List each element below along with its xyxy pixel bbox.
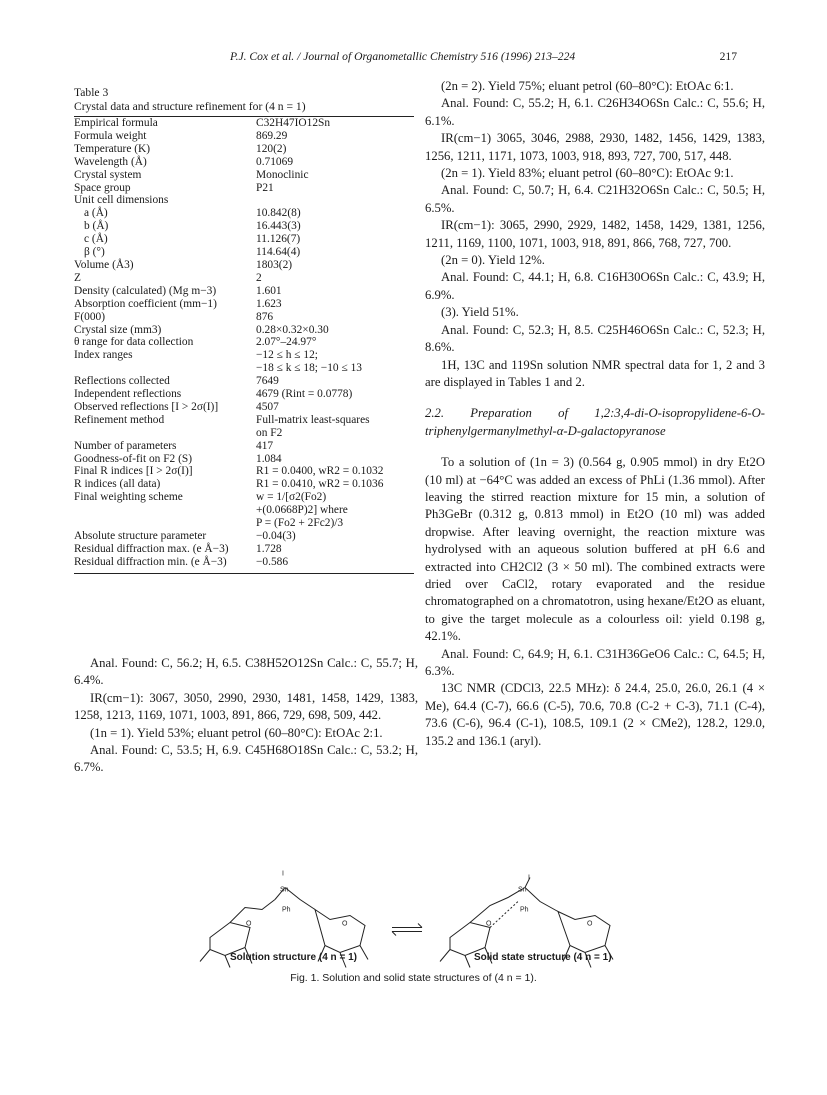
tin-atom-left: Sn [280, 886, 289, 894]
table-3 [74, 86, 414, 574]
ring-oxygen-label: O [342, 920, 348, 928]
figure-caption: Fig. 1. Solution and solid state structures of (4 n = 1). [290, 972, 537, 984]
table-row [74, 427, 414, 440]
table-row [74, 311, 414, 324]
analysis-paragraph: Anal. Found: C, 44.1; H, 6.8. C16H30O6Sn Calc.: C, 43.9; H, 6.9%. [425, 270, 765, 302]
analysis-paragraph: Anal. Found: C, 64.9; H, 6.1. C31H36GeO6 Calc.: C, 64.5; H, 6.3%. [425, 646, 765, 678]
table-row [74, 543, 414, 556]
ir-paragraph: IR(cm−1): 3067, 3050, 2990, 2930, 1481, 1458, 1429, 1383, 1258, 1213, 1169, 1071, 1003, 891, 866, 729, 698, 509, 442. [74, 690, 418, 723]
property-name: Density (calculated) (Mg m−3) [74, 284, 217, 297]
property-value: 7649 [256, 375, 279, 388]
iodine-atom-left: I [282, 870, 284, 878]
table-row [74, 556, 414, 569]
yield-paragraph: (2n = 1). Yield 83%; eluant petrol (60–80°C): EtOAc 9:1. [441, 166, 734, 181]
property-name: Crystal system [74, 168, 142, 181]
property-name: c (Å) [84, 233, 108, 246]
yield-paragraph: (1n = 1). Yield 53%; eluant petrol (60–80°C): EtOAc 2:1. [90, 725, 383, 740]
analysis-paragraph: Anal. Found: C, 53.5; H, 6.9. C45H68O18Sn Calc.: C, 53.2; H, 6.7%. [74, 743, 418, 775]
table-row [74, 220, 414, 233]
nmr-reference-paragraph: 1H, 13C and 119Sn solution NMR spectral data for 1, 2 and 3 are displayed in Tables 1 and 2. [425, 357, 765, 389]
property-name: R indices (all data) [74, 478, 161, 491]
table-row [74, 169, 414, 182]
ir-paragraph: IR(cm−1): 3065, 2990, 2929, 1482, 1458, 1429, 1381, 1256, 1211, 1169, 1100, 1071, 1003, 918, 891, 866, 768, 727, 700. [425, 218, 765, 250]
property-value: 4679 (Rint = 0.0778) [256, 388, 353, 401]
figure-1-structures [190, 860, 650, 990]
property-value: +(0.0668P)2] where [256, 504, 348, 517]
table-row [74, 259, 414, 272]
property-value: 876 [256, 310, 274, 323]
ring-oxygen-label: O [587, 920, 593, 928]
property-value [256, 194, 414, 207]
analysis-paragraph: Anal. Found: C, 56.2; H, 6.5. C38H52O12Sn Calc.: C, 55.7; H, 6.4%. [74, 656, 418, 688]
property-name: F(000) [74, 310, 106, 323]
property-value: −12 ≤ h ≤ 12; [256, 349, 318, 362]
property-value: 2 [256, 271, 262, 284]
table-row [74, 530, 414, 543]
property-value: 0.71069 [256, 155, 294, 168]
table-row [74, 517, 414, 530]
yield-paragraph: (3). Yield 51%. [441, 305, 519, 320]
property-name [74, 517, 256, 530]
table-row [74, 440, 414, 453]
table-caption: Crystal data and structure refinement for (4 n = 1) [74, 99, 306, 113]
table-row [74, 465, 414, 478]
yield-paragraph: (2n = 0). Yield 12%. [441, 253, 545, 268]
table-row [74, 272, 414, 285]
procedure-paragraph: To a solution of (1n = 3) (0.564 g, 0.905 mmol) in dry Et2O (10 ml) at −64°C was added an excess of PhLi (1.36 mmol). After leaving the stirred reaction mixture for 15 min, a solution of Ph3GeBr (0.312 g, 0.813 mmol) in Et2O (10 ml) was added dropwise. After leaving overnight, the reaction mixture was hydrolysed with an aqueous solution buffered at pH 6.6 and extracted into CH2Cl2 (3 × 50 ml). The combined extracts were dried over CaCl2, rotary evaporated and the residue chromatographed on a chromatotron, using hexane/Et2O as eluant, to give the target molecule as a colourless oil: yield 0.198 g, 42.1%. [425, 455, 765, 644]
property-name: Absolute structure parameter [74, 530, 207, 542]
property-name: a (Å) [84, 207, 108, 220]
property-value: w = 1/[σ2(Fo2) [256, 491, 327, 504]
table-row [74, 349, 414, 362]
table-row [74, 156, 414, 169]
property-value: P21 [256, 181, 274, 194]
table-row [74, 246, 414, 259]
property-value: 4507 [256, 400, 279, 413]
page-number: 217 [719, 50, 737, 63]
property-name: Residual diffraction min. (e Å−3) [74, 555, 227, 568]
ring-oxygen-label: O [486, 920, 492, 928]
property-name: Goodness-of-fit on F2 (S) [74, 452, 193, 465]
crystal-data-table [74, 117, 414, 569]
table-row [74, 414, 414, 427]
property-value: 1.728 [256, 542, 282, 555]
property-name: Absorption coefficient (mm−1) [74, 297, 217, 310]
property-value: 10.842(8) [256, 207, 301, 220]
property-value: 1803(2) [256, 258, 293, 271]
property-name: Volume (Å3) [74, 258, 134, 271]
left-column-text [74, 655, 418, 777]
property-name: Crystal size (mm3) [74, 323, 162, 336]
table-row [74, 285, 414, 298]
property-name: Index ranges [74, 349, 133, 362]
property-value: Monoclinic [256, 168, 309, 181]
table-row [74, 194, 414, 207]
property-value: P = (Fo2 + 2Fc2)/3 [256, 517, 344, 530]
section-heading: 2.2. Preparation of 1,2:3,4-di-O-isopropylidene-6-O-triphenylgermanylmethyl-α-D-galactopyranose [425, 406, 765, 438]
property-value: 869.29 [256, 129, 288, 142]
table-row [74, 375, 414, 388]
property-name [74, 362, 256, 375]
table-row [74, 388, 414, 401]
table-bottom-rule [74, 573, 414, 574]
ring-oxygen-label: O [246, 920, 252, 928]
nmr-data-paragraph: 13C NMR (CDCl3, 22.5 MHz): δ 24.4, 25.0, 26.0, 26.1 (4 × Me), 64.4 (C-7), 66.6 (C-5), 70.6, 70.8 (C-2 + C-3), 71.1 (C-4), 73.6 (C-6), 96.4 (C-1), 108.5, 109.1 (2 × CMe2), 128.2, 129.0, 135.2 and 136.1 (aryl). [425, 681, 765, 748]
property-value: 1.084 [256, 452, 282, 465]
table-label: Table 3 [74, 86, 109, 99]
property-value: −0.04(3) [256, 530, 296, 542]
property-name: Independent reflections [74, 388, 182, 401]
table-row [74, 504, 414, 517]
tin-atom-right: Sn [518, 886, 527, 894]
property-name: Temperature (K) [74, 142, 151, 155]
property-name: β (°) [84, 246, 105, 259]
property-value: 1.601 [256, 284, 282, 297]
property-value: 1.623 [256, 297, 282, 310]
property-name: Refinement method [74, 413, 165, 426]
property-name: θ range for data collection [74, 336, 194, 349]
phenyl-group-left: Ph [282, 906, 291, 914]
table-row [74, 117, 414, 130]
table-row [74, 478, 414, 491]
property-value: 11.126(7) [256, 233, 301, 246]
property-value: R1 = 0.0410, wR2 = 0.1036 [256, 478, 384, 491]
property-value: on F2 [256, 426, 283, 439]
property-name: Number of parameters [74, 439, 177, 452]
property-value: 2.07°–24.97° [256, 336, 317, 349]
property-name: Unit cell dimensions [74, 194, 169, 207]
property-value: 0.28×0.32×0.30 [256, 323, 329, 336]
right-column-text [425, 78, 765, 750]
analysis-paragraph: Anal. Found: C, 50.7; H, 6.4. C21H32O6Sn Calc.: C, 50.5; H, 6.5%. [425, 183, 765, 215]
analysis-paragraph: Anal. Found: C, 55.2; H, 6.1. C26H34O6Sn Calc.: C, 55.6; H, 6.1%. [425, 96, 765, 128]
journal-citation: P.J. Cox et al. / Journal of Organometallic Chemistry 516 (1996) 213–224 [230, 50, 576, 63]
iodine-atom-right: I [528, 874, 530, 882]
solid-state-structure-label: Solid state structure (4 n = 1) [474, 952, 612, 963]
property-name: Observed reflections [I > 2σ(I)] [74, 400, 219, 413]
property-value: Full-matrix least-squares [256, 413, 370, 426]
property-name: Reflections collected [74, 375, 170, 388]
property-name: Empirical formula [74, 117, 158, 129]
property-name: Z [74, 271, 81, 284]
property-name: Formula weight [74, 129, 147, 142]
property-name [74, 427, 256, 440]
table-row [74, 298, 414, 311]
table-row [74, 233, 414, 246]
table-row [74, 143, 414, 156]
property-name: Wavelength (Å) [74, 155, 147, 168]
property-value: R1 = 0.0400, wR2 = 0.1032 [256, 465, 384, 478]
phenyl-group-right: Ph [520, 906, 529, 914]
table-row [74, 491, 414, 504]
analysis-paragraph: Anal. Found: C, 52.3; H, 8.5. C25H46O6Sn Calc.: C, 52.3; H, 8.6%. [425, 322, 765, 355]
table-row [74, 362, 414, 375]
property-name: Residual diffraction max. (e Å−3) [74, 542, 229, 555]
solution-structure-label: Solution structure (4 n = 1) [230, 952, 357, 963]
table-row [74, 324, 414, 337]
table-row [74, 453, 414, 466]
table-row [74, 207, 414, 220]
property-value: 417 [256, 439, 274, 452]
property-value: 120(2) [256, 142, 287, 155]
table-row [74, 401, 414, 414]
property-value: 114.64(4) [256, 246, 301, 259]
property-value: 16.443(3) [256, 220, 301, 233]
ir-paragraph: IR(cm−1) 3065, 3046, 2988, 2930, 1482, 1456, 1429, 1383, 1256, 1211, 1171, 1073, 1003, 918, 893, 727, 700, 517, 448. [425, 131, 765, 163]
property-name: Space group [74, 181, 131, 194]
property-name: Final weighting scheme [74, 491, 183, 504]
property-value: −0.586 [256, 555, 289, 568]
property-name: b (Å) [84, 220, 109, 233]
property-value: C32H47IO12Sn [256, 117, 331, 129]
running-header [0, 50, 827, 68]
table-row [74, 130, 414, 143]
property-name [74, 504, 256, 517]
table-row [74, 336, 414, 349]
property-value: −18 ≤ k ≤ 18; −10 ≤ 13 [256, 362, 362, 375]
table-row [74, 182, 414, 195]
property-name: Final R indices [I > 2σ(I)] [74, 465, 193, 478]
yield-paragraph: (2n = 2). Yield 75%; eluant petrol (60–80°C): EtOAc 6:1. [441, 79, 734, 93]
